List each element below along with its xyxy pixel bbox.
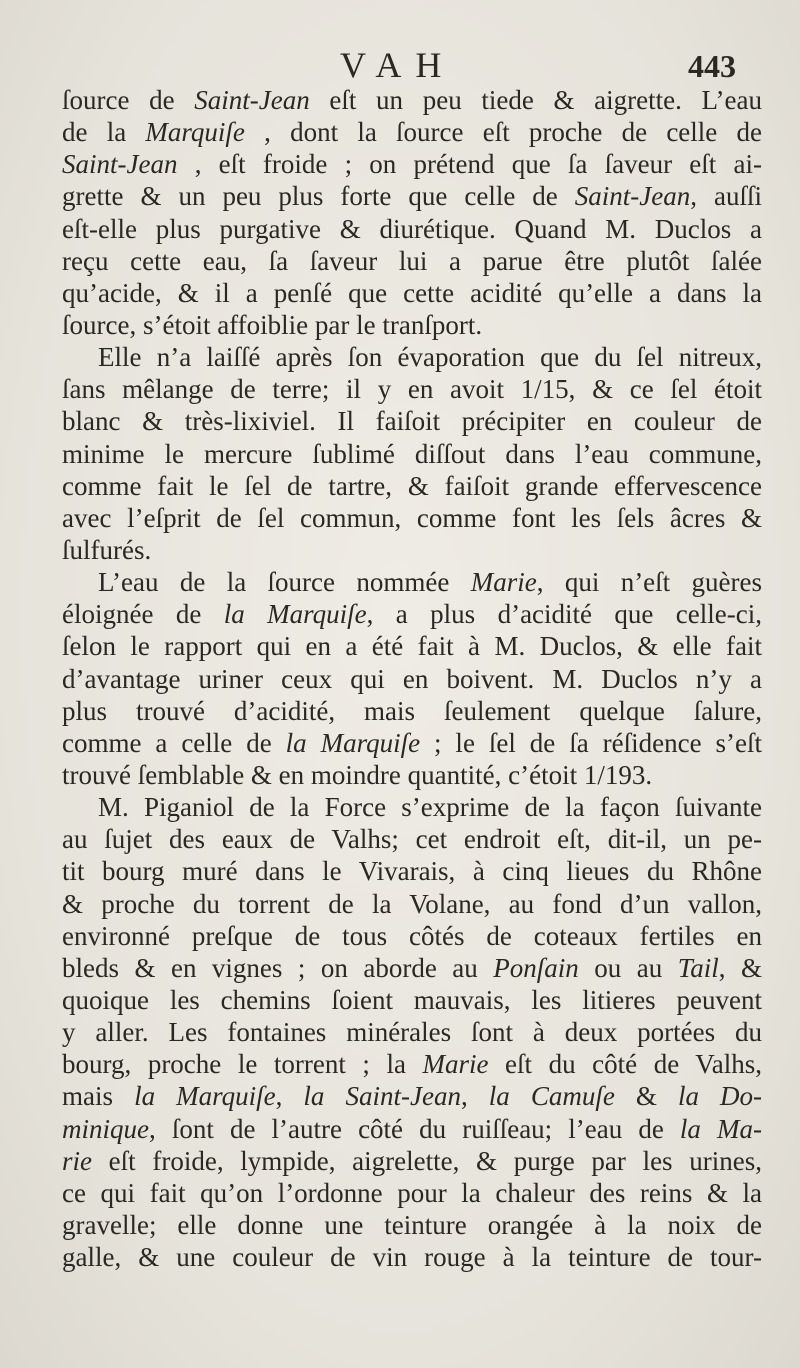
text-line (62, 630, 762, 662)
text-segment: ce qui fait qu’on l’ordonne pour la chaleur des reins & la (62, 1177, 762, 1208)
italic-text: la Marquiſe (285, 727, 421, 758)
text-line (62, 952, 762, 984)
text-segment: blanc & très-lixiviel. Il faiſoit précipiter en couleur de (62, 406, 762, 437)
text-segment: bleds & en vignes ; on aborde au (62, 952, 494, 983)
text-segment: , a plus d’acidité que celle-ci, (366, 599, 762, 630)
text-line (62, 1048, 762, 1080)
text-segment: grette & un peu plus forte que celle de (62, 181, 575, 212)
text-segment: ſelon le rapport qui en a été fait à M. Duclos, & elle fait (62, 631, 762, 662)
text-segment: & proche du torrent de la Volane, au fond d’un vallon, (62, 888, 762, 919)
text-segment: . (645, 759, 653, 790)
text-segment: ; le ſel de ſa réſidence s’eſt (420, 727, 762, 758)
text-segment: d’avantage uriner ceux qui en boivent. M. Duclos n’y a (62, 663, 762, 694)
running-head: VAH (340, 45, 456, 85)
text-segment: , & ce ſel étoit (568, 374, 762, 405)
text-line (62, 309, 762, 341)
italic-text: Saint-Jean (62, 149, 178, 180)
text-segment: reçu cette eau, ſa ſaveur lui a parue être plutôt ſalée (62, 245, 762, 276)
text-segment: ſource, s’étoit affoiblie par le tranſport. (62, 309, 483, 340)
text-line (62, 1080, 762, 1112)
text-segment: éloignée de (62, 599, 224, 630)
text-line (62, 1241, 762, 1273)
text-segment: ſulfurés. (62, 534, 152, 565)
text-segment: eſt froide, lympide, aigrelette, & purge par les urines, (92, 1145, 762, 1176)
text-line (62, 663, 762, 695)
text-segment: , (275, 1081, 304, 1112)
text-line (62, 855, 762, 887)
text-segment: qu’acide, & il a penſé que cette acidité qu’elle a dans la (62, 277, 762, 308)
text-segment: ſource de (62, 85, 195, 115)
text-segment: , ſont de l’autre côté du ruiſſeau; l’eau de (149, 1113, 680, 1144)
italic-text: Saint-Jean (194, 85, 310, 115)
text-line (62, 277, 762, 309)
text-segment: tit bourg muré dans le Vivarais, à cinq lieues du Rhône (62, 856, 762, 887)
text-line (62, 148, 762, 180)
text-line (62, 1145, 762, 1177)
text-segment: comme fait le ſel de tartre, & faiſoit grande effervescence (62, 470, 762, 501)
text-segment: au ſujet des eaux de Valhs; cet endroit eſt, dit-il, un pe- (62, 824, 762, 855)
text-line (62, 502, 762, 534)
text-segment: plus trouvé d’acidité, mais ſeulement quelque ſalure, (62, 695, 762, 726)
text-line (62, 888, 762, 920)
text-segment: environné preſque de tous côtés de coteaux fertiles en (62, 920, 762, 951)
text-segment: minime le mercure ſublimé diſſout dans l’eau commune, (62, 438, 762, 469)
italic-text: Marie (422, 1049, 489, 1080)
text-segment: galle, & une couleur de vin rouge à la teinture de tour- (62, 1242, 762, 1273)
text-segment: eſt un peu tiede & aigrette. L’eau (309, 85, 762, 115)
text-segment: Elle n’a laiſſé après ſon évaporation que du ſel nitreux, (98, 342, 762, 373)
text-line (62, 566, 762, 598)
text-segment: ſans mêlange de terre; il y en avoit (62, 374, 521, 405)
text-segment: 1/193 (583, 759, 646, 790)
text-segment: mais (62, 1081, 135, 1112)
text-line (62, 180, 762, 212)
italic-text: Tail (677, 952, 719, 983)
text-line (62, 1113, 762, 1145)
text-line (62, 823, 762, 855)
text-line (62, 341, 762, 373)
text-line (62, 84, 762, 116)
text-segment: & (614, 1081, 678, 1112)
text-line (62, 920, 762, 952)
text-line (62, 245, 762, 277)
italic-text: la Camuſe (488, 1081, 615, 1112)
text-segment: eſt du côté de Valhs, (488, 1049, 762, 1080)
italic-text: Marie (470, 567, 537, 598)
text-line (62, 1209, 762, 1241)
body-text (62, 84, 762, 1273)
text-line (62, 1016, 762, 1048)
text-line (62, 470, 762, 502)
text-segment: gravelle; elle donne une teinture orangée à la noix de (62, 1209, 762, 1240)
text-segment: bourg, proche le torrent ; la (62, 1049, 423, 1080)
text-line (62, 438, 762, 470)
italic-text: Ponſain (493, 952, 579, 983)
text-segment: trouvé ſemblable & en moindre quantité, c’étoit (62, 759, 584, 790)
italic-text: la Do- (677, 1081, 763, 1112)
italic-text: la Marquiſe (223, 599, 367, 630)
text-line (62, 727, 762, 759)
text-segment: , qui n’eſt guères (536, 567, 763, 598)
text-segment: , dont la ſource eſt proche de celle de (244, 117, 762, 148)
text-segment: 1/15 (520, 374, 569, 405)
text-line (62, 373, 762, 405)
italic-text: la Marquiſe (134, 1081, 276, 1112)
text-line (62, 598, 762, 630)
text-line (62, 1177, 762, 1209)
text-segment: , eſt froide ; on prétend que ſa ſaveur eſt ai- (177, 149, 762, 180)
text-line (62, 791, 762, 823)
text-segment: L’eau de la ſource nommée (98, 567, 471, 598)
text-line (62, 759, 762, 791)
text-segment: de la (62, 117, 146, 148)
italic-text: Marquiſe (145, 117, 245, 148)
text-line (62, 984, 762, 1016)
text-segment: avec l’eſprit de ſel commun, comme font les ſels âcres & (62, 502, 762, 533)
text-segment: y aller. Les fontaines minérales ſont à deux portées du (62, 1017, 762, 1048)
text-line (62, 213, 762, 245)
text-segment: eſt-elle plus purgative & diurétique. Quand M. Duclos a (62, 213, 762, 244)
text-segment: M. Piganiol de la Force s’exprime de la façon ſuivante (98, 792, 762, 823)
text-segment: ou au (578, 952, 678, 983)
text-line (62, 534, 762, 566)
text-line (62, 116, 762, 148)
text-line (62, 405, 762, 437)
italic-text: minique (62, 1113, 149, 1144)
text-segment: , (460, 1081, 489, 1112)
text-segment: quoique les chemins ſoient mauvais, les litieres peuvent (62, 984, 762, 1015)
italic-text: Saint-Jean (574, 181, 691, 212)
text-segment: , auſſi (690, 181, 762, 212)
page-header (0, 44, 800, 84)
text-segment: , & (718, 952, 762, 983)
text-segment: comme a celle de (62, 727, 286, 758)
italic-text: rie (62, 1145, 92, 1176)
page-number: 443 (688, 48, 736, 84)
italic-text: la Saint-Jean (303, 1081, 461, 1112)
italic-text: la Ma- (679, 1113, 762, 1144)
text-line (62, 695, 762, 727)
